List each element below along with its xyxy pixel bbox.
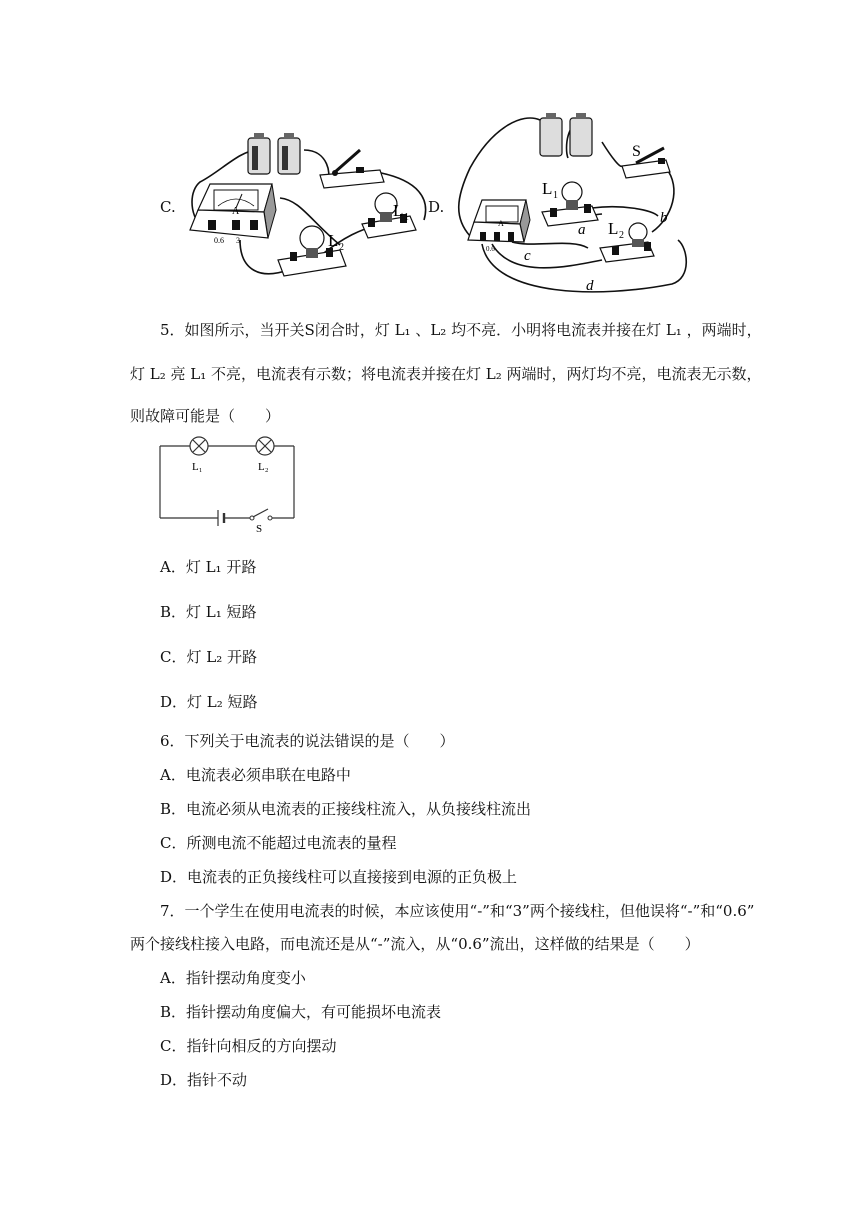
option-c-label: C. — [160, 198, 176, 216]
ammeter-terminal-06: 0.6 — [486, 245, 495, 253]
lamp-l1-subscript: 1 — [553, 190, 558, 201]
diagram-switch-label: S — [256, 523, 263, 535]
lamp-l2-subscript: 2 — [339, 242, 344, 253]
battery-pair-icon — [248, 133, 300, 174]
lamp-l1-subscript: 1 — [404, 212, 409, 223]
switch-icon — [320, 150, 384, 188]
q7-option-c: C．指针向相反的方向摆动 — [160, 1037, 337, 1055]
q6-option-b: B．电流必须从电流表的正接线柱流入，从负接线柱流出 — [160, 800, 532, 818]
q5-stem-line2: 灯 L₂ 亮 L₁ 不亮，电流表有示数；将电流表并接在灯 L₂ 两端时，两灯均不亮，电流表无示数， — [130, 365, 762, 383]
q7-option-d: D．指针不动 — [160, 1071, 248, 1089]
q5-option-b: B．灯 L₁ 短路 — [160, 603, 257, 621]
q5-stem-line1: 5．如图所示，当开关S闭合时，灯 L₁ 、L₂ 均不亮．小明将电流表并接在灯 L₁ ，两端时， — [160, 321, 762, 339]
ammeter-terminal-3: 3 — [236, 236, 240, 245]
q5-option-d: D．灯 L₂ 短路 — [160, 693, 258, 711]
lamp-l2-label: L — [608, 219, 619, 238]
ammeter-a-symbol: A — [498, 219, 504, 228]
wire-a-label: a — [578, 222, 586, 238]
q5-circuit-diagram — [158, 432, 298, 535]
option-d-label: D. — [428, 198, 445, 216]
diagram-l1-label: L₁ — [192, 461, 203, 473]
q6-option-a: A．电流表必须串联在电路中 — [160, 766, 351, 784]
q6-option-d: D．电流表的正负接线柱可以直接接到电源的正负极上 — [160, 868, 518, 886]
wire-d-label: d — [586, 278, 594, 294]
circuit-figure-d — [452, 108, 712, 298]
lamp-l1-label: L — [393, 201, 404, 220]
lamp-l2-label: L — [328, 231, 339, 250]
lamp-l1-symbol-icon — [190, 437, 208, 455]
ammeter-a-symbol: A — [232, 206, 240, 217]
q7-stem-line2: 两个接线柱接入电路，而电流还是从“-”流入，从“0.6”流出，这样做的结果是（ ） — [130, 935, 700, 953]
q7-option-b: B．指针摆动角度偏大，有可能损坏电流表 — [160, 1003, 442, 1021]
q7-option-a: A．指针摆动角度变小 — [160, 969, 306, 987]
lamp-l2-subscript: 2 — [619, 230, 624, 241]
switch-icon — [622, 148, 670, 178]
ammeter-terminal-06: 0.6 — [214, 236, 224, 245]
wire-c-label: c — [524, 248, 531, 264]
q5-option-a: A．灯 L₁ 开路 — [160, 558, 257, 576]
switch-symbol-icon — [250, 509, 272, 520]
q5-option-c: C．灯 L₂ 开路 — [160, 648, 257, 666]
diagram-l2-label: L₂ — [258, 461, 269, 473]
q6-option-c: C．所测电流不能超过电流表的量程 — [160, 834, 397, 852]
q7-stem-line1: 7．一个学生在使用电流表的时候，本应该使用“-”和“3”两个接线柱，但他误将“-”和“0.6” — [160, 902, 755, 920]
lamp-l2-symbol-icon — [256, 437, 274, 455]
switch-s-label: S — [632, 143, 641, 160]
battery-symbol-icon — [218, 510, 224, 526]
q6-stem: 6．下列关于电流表的说法错误的是（ ） — [160, 732, 455, 750]
lamp-l1-label: L — [542, 179, 553, 198]
wire-b-label: b — [660, 210, 668, 226]
q5-stem-line3: 则故障可能是（ ） — [130, 407, 281, 425]
